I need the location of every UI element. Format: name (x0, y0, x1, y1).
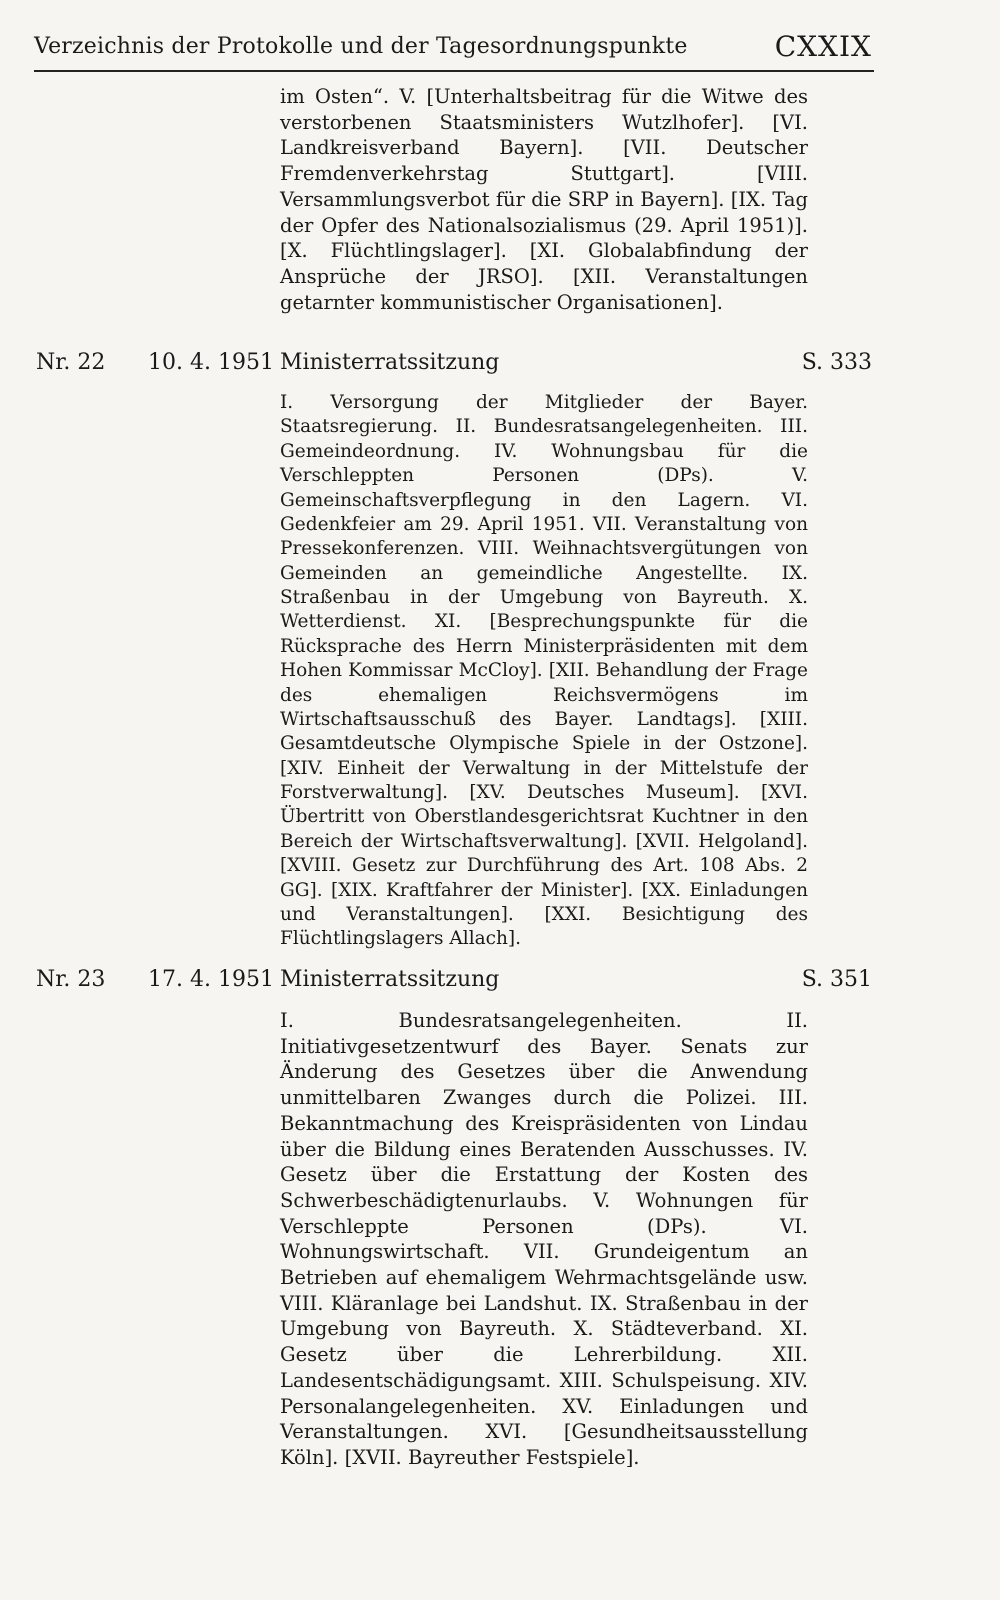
running-header-title: Verzeichnis der Protokolle und der Tagesordnungspunkte (34, 34, 688, 59)
page-number: CXXIX (774, 30, 872, 63)
entry-page-ref: S. 351 (801, 967, 872, 992)
entry-agenda-items: I. Bundesratsangelegenheiten. II. Initiativgesetzentwurf des Bayer. Senats zur Änderung des Gesetzes über die Anwendung unmittelbaren Zwanges durch die Polizei. III. Bekanntmachung des Kreispräsidenten von Lindau über die Bildung eines Beratenden Ausschusses. IV. Gesetz über die Erstattung der Kosten des Schwerbeschädigtenurlaubs. V. Wohnungen für Verschleppte Personen (DPs). VI. Wohnungswirtschaft. VII. Grundeigentum an Betrieben auf ehemaligem Wehrmachtsgelände usw. VIII. Kläranlage bei Landshut. IX. Straßenbau in der Umgebung von Bayreuth. X. Städteverband. XI. Gesetz über die Lehrerbildung. XII. Landesentschädigungsamt. XIII. Schulspeisung. XIV. Personalangelegenheiten. XV. Einladungen und Veranstaltungen. XVI. [Gesundheitsausstellung Köln]. [XVII. Bayreuther Festspiele]. (280, 1009, 808, 1469)
entry-title: Ministerratssitzung (280, 967, 500, 992)
entry-agenda-items: I. Versorgung der Mitglieder der Bayer. Staatsregierung. II. Bundesratsangelegenheiten. III. Gemeindeordnung. IV. Wohnungsbau für die Verschleppten Personen (DPs). V. Gemeinschaftsverpflegung in den Lagern. VI. Gedenkfeier am 29. April 1951. VII. Veranstaltung von Pressekonferenzen. VIII. Weihnachtsvergütungen von Gemeinden an gemeindliche Angestellte. IX. Straßenbau in der Umgebung von Bayreuth. X. Wetterdienst. XI. [Besprechungspunkte für die Rücksprache des Herrn Ministerpräsidenten mit dem Hohen Kommissar McCloy]. [XII. Behandlung der Frage des ehemaligen Reichsvermögens im Wirtschaftsausschuß des Bayer. Landtags]. [XIII. Gesamtdeutsche Olympische Spiele in der Ostzone]. [XIV. Einheit der Verwaltung in der Mittelstufe der Forstverwaltung]. [XV. Deutsches Museum]. [XVI. Übertritt von Oberstlandesgerichtsrat Kuchtner in den Bereich der Wirtschaftsverwaltung]. [XVII. Helgoland]. [XVIII. Gesetz zur Durchführung des Art. 108 Abs. 2 GG]. [XIX. Kraftfahrer der Minister]. [XX. Einladungen und Veranstaltungen]. [XXI. Besichtigung des Flüchtlingslagers Allach]. (280, 392, 808, 950)
entry-date: 10. 4. 1951 (148, 350, 274, 375)
entry-number: Nr. 22 (36, 350, 106, 375)
continuation-text: im Osten“. V. [Unterhaltsbeitrag für die Witwe des verstorbenen Staatsministers Wutzlhofer]. [VI. Landkreisverband Bayern]. [VII. Deutscher Fremdenverkehrstag Stuttgart]. [VIII. Versammlungsverbot für die SRP in Bayern]. [IX. Tag der Opfer des Nationalsozialismus (29. April 1951)]. [X. Flüchtlingslager]. [XI. Globalabfindung der Ansprüche der JRSO]. [XII. Veranstaltungen getarnter kommunistischer Organisationen]. (280, 85, 808, 314)
running-header (34, 26, 874, 72)
entry-title: Ministerratssitzung (280, 350, 500, 375)
entry-number: Nr. 23 (36, 967, 106, 992)
entry-page-ref: S. 333 (801, 350, 872, 375)
entry-date: 17. 4. 1951 (148, 967, 274, 992)
